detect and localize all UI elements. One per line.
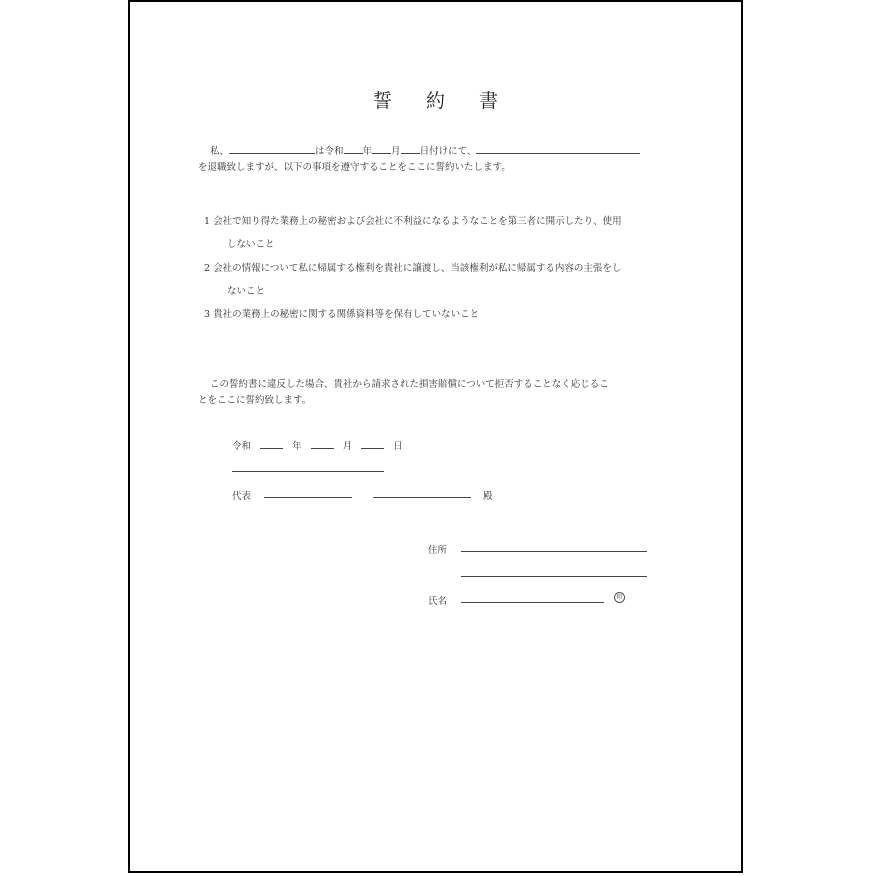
date-year: 年	[292, 441, 302, 452]
intro-line-1	[210, 143, 640, 157]
name-blank[interactable]	[229, 144, 315, 154]
date-year-blank[interactable]	[260, 439, 283, 449]
representative-name-line[interactable]	[373, 497, 471, 498]
document-page	[128, 0, 743, 873]
intro-line-2: を退職致しますが、以下の事項を遵守することをここに誓約いたします。	[198, 162, 511, 173]
date-day: 日	[393, 441, 403, 452]
seal-mark-wrap	[610, 592, 625, 603]
company-blank[interactable]	[476, 144, 640, 154]
day-blank[interactable]	[401, 144, 420, 154]
item-1-line-1	[204, 213, 622, 227]
intro-reiwa: は令和	[315, 146, 344, 157]
intro-year: 年	[362, 146, 373, 157]
item-1-line-2: しないこと	[227, 239, 275, 250]
address-line-1[interactable]	[461, 551, 647, 552]
signature-name-line[interactable]	[461, 602, 604, 603]
representative-honorific: 殿	[483, 491, 493, 502]
representative-label: 代表	[232, 491, 252, 502]
item-2-text: 会社の情報について私に帰属する権利を貴社に譲渡し、当該権利が私に帰属する内容の主張をし	[213, 263, 622, 274]
address-line-2[interactable]	[461, 576, 647, 577]
closing-line-2: とをここに誓約致します。	[198, 395, 312, 406]
name-label: 氏名	[428, 596, 448, 607]
item-1-text: 会社で知り得た業務上の秘密および会社に不利益になるようなことを第三者に開示したり、使用	[213, 216, 622, 227]
intro-month: 月	[391, 146, 401, 157]
month-blank[interactable]	[372, 144, 391, 154]
item-2-number: 2	[204, 263, 211, 274]
seal-icon: 印	[614, 592, 625, 603]
address-label: 住所	[428, 545, 448, 556]
representative-title-line[interactable]	[264, 497, 352, 498]
item-2-line-2: ないこと	[227, 286, 266, 297]
company-name-line[interactable]	[232, 471, 384, 472]
item-3-line-1	[204, 306, 479, 320]
date-era: 令和	[232, 441, 252, 452]
document-title: 誓 約 書	[372, 90, 513, 112]
date-line	[232, 438, 403, 452]
intro-date-suffix: 日付けにて、	[419, 146, 477, 157]
item-3-number: 3	[204, 309, 211, 320]
intro-watashi: 私、	[210, 146, 230, 157]
item-1-number: 1	[204, 216, 211, 227]
date-month-blank[interactable]	[311, 439, 334, 449]
closing-line-1: この誓約書に違反した場合、貴社から請求された損害賠償について拒否することなく応じるこ	[210, 379, 609, 390]
item-2-line-1	[204, 260, 621, 274]
year-blank[interactable]	[344, 144, 363, 154]
item-3-text: 貴社の業務上の秘密に関する関係資料等を保有していないこと	[213, 309, 480, 320]
date-day-blank[interactable]	[361, 439, 384, 449]
date-month: 月	[342, 441, 353, 452]
